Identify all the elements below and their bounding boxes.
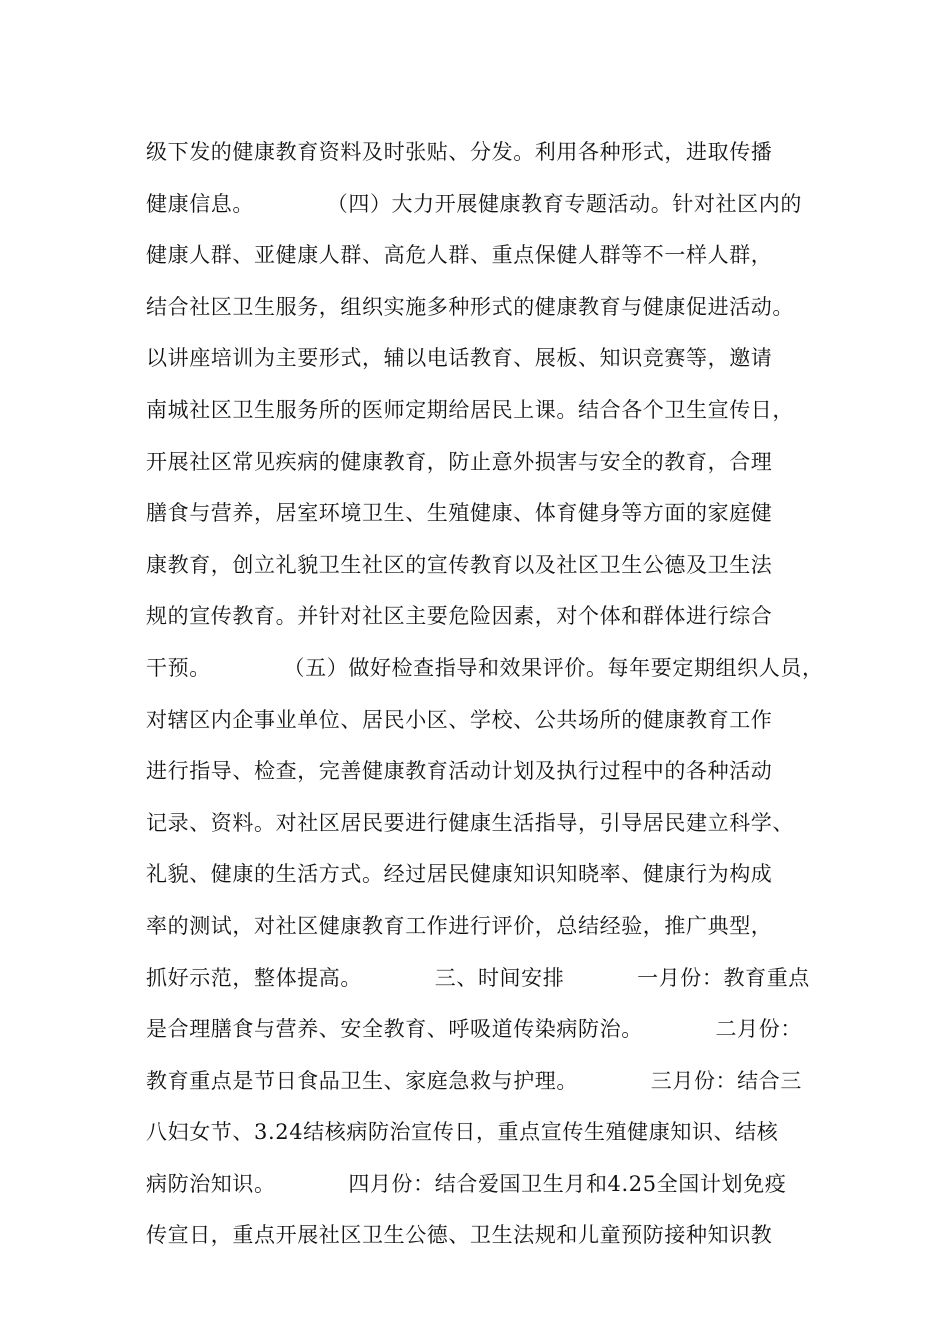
text-line: 记录、资料。对社区居民要进行健康生活指导，引导居民建立科学、 — [146, 810, 794, 835]
text-line: 健康人群、亚健康人群、高危人群、重点保健人群等不一样人群， — [146, 243, 773, 268]
text-line: 康教育，创立礼貌卫生社区的宣传教育以及社区卫生公德及卫生法 — [146, 552, 773, 577]
text-line: 病防治知识。 四月份：结合爱国卫生月和4.25全国计划免疫 — [146, 1171, 787, 1196]
text-line: 是合理膳食与营养、安全教育、呼吸道传染病防治。 二月份： — [146, 1017, 802, 1042]
text-line: 礼貌、健康的生活方式。经过居民健康知识知晓率、健康行为构成 — [146, 862, 773, 887]
text-line: 膳食与营养，居室环境卫生、生殖健康、体育健身等方面的家庭健 — [146, 501, 773, 526]
text-line: 以讲座培训为主要形式，辅以电话教育、展板、知识竞赛等，邀请 — [146, 346, 773, 371]
body-text — [146, 127, 826, 1262]
text-line: 传宣日，重点开展社区卫生公德、卫生法规和儿童预防接种知识教 — [146, 1223, 773, 1248]
text-line: 干预。 （五）做好检查指导和效果评价。每年要定期组织人员， — [146, 655, 824, 680]
text-line: 级下发的健康教育资料及时张贴、分发。利用各种形式，进取传播 — [146, 140, 773, 164]
text-line: 规的宣传教育。并针对社区主要危险因素，对个体和群体进行综合 — [146, 604, 773, 629]
text-line: 进行指导、检查，完善健康教育活动计划及执行过程中的各种活动 — [146, 759, 773, 784]
text-line: 八妇女节、3.24结核病防治宣传日，重点宣传生殖健康知识、结核 — [146, 1120, 779, 1145]
text-line: 结合社区卫生服务，组织实施多种形式的健康教育与健康促进活动。 — [146, 294, 794, 319]
text-line: 健康信息。 （四）大力开展健康教育专题活动。针对社区内的 — [146, 191, 802, 216]
text-line: 对辖区内企事业单位、居民小区、学校、公共场所的健康教育工作 — [146, 707, 773, 732]
text-line: 开展社区常见疾病的健康教育，防止意外损害与安全的教育，合理 — [146, 449, 773, 474]
text-line: 南城社区卫生服务所的医师定期给居民上课。结合各个卫生宣传日， — [146, 397, 794, 422]
text-line: 率的测试，对社区健康教育工作进行评价，总结经验，推广典型， — [146, 913, 773, 938]
text-line: 抓好示范，整体提高。 三、时间安排 一月份：教育重点 — [146, 965, 810, 990]
text-line: 教育重点是节日食品卫生、家庭急救与护理。 三月份：结合三 — [146, 1068, 802, 1093]
